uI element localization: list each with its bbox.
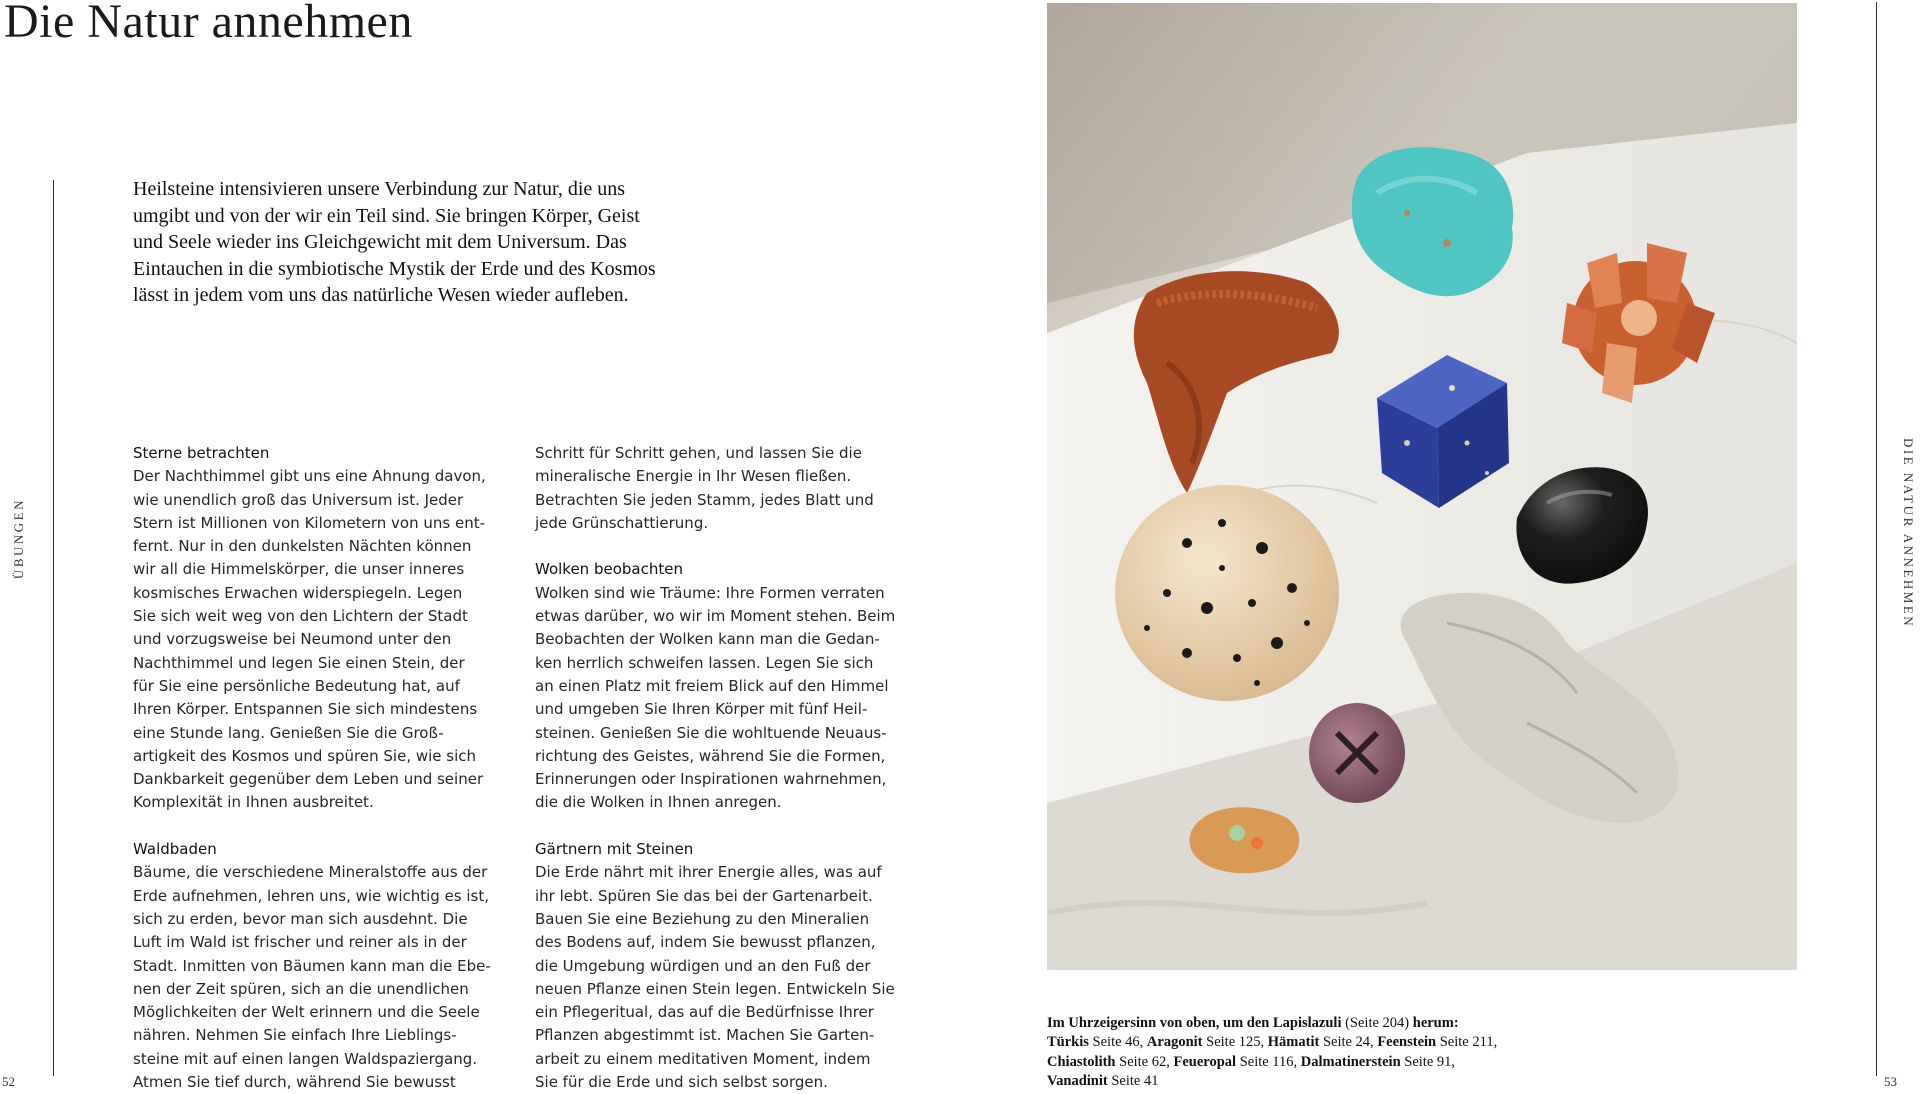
body-line: artigkeit des Kosmos und spüren Sie, wie sich — [133, 746, 477, 765]
stone-name: Türkis — [1047, 1034, 1089, 1051]
body-line: für Sie eine persönliche Bedeutung hat, auf — [133, 676, 460, 695]
body-line: Sie sich weit weg von den Lichtern der Stadt — [133, 607, 468, 626]
left-margin-rule — [53, 180, 54, 1076]
body-line: steinen. Genießen Sie die wohltuende Neuaus- — [535, 723, 887, 742]
intro-line: lässt in jedem vom uns das natürliche Wesen wieder aufleben. — [133, 284, 629, 306]
body-line: Sie für die Erde und sich selbst sorgen. — [535, 1073, 828, 1092]
body-line: Luft im Wald ist frischer und reiner als in der — [133, 933, 467, 952]
stone-name: Feenstein — [1377, 1034, 1437, 1051]
body-line: Der Nachthimmel gibt uns eine Ahnung davon, — [133, 467, 486, 486]
body-line: Komplexität in Ihnen ausbreitet. — [133, 793, 374, 812]
body-line: Stadt. Inmitten von Bäumen kann man die Ebe- — [133, 956, 491, 975]
section-side-label: ÜBUNGEN — [11, 498, 26, 580]
body-line: ein Pflegeritual, das auf die Bedürfnisse Ihrer — [535, 1003, 874, 1022]
body-line: Stern ist Millionen von Kilometern von uns ent- — [133, 513, 486, 532]
body-line: nähren. Nehmen Sie einfach Ihre Lieblings- — [133, 1026, 457, 1045]
stone-name: Dalmatinerstein — [1300, 1053, 1401, 1070]
stone-name: Chiastolith — [1047, 1053, 1116, 1070]
dalmatian-stone — [1115, 485, 1339, 701]
body-line: ken herrlich schweifen lassen. Legen Sie sich — [535, 653, 874, 672]
chapter-side-label: DIE NATUR ANNEHMEN — [1901, 438, 1916, 629]
stone-page: Seite 125, — [1206, 1034, 1265, 1051]
body-line: ihr lebt. Spüren Sie das bei der Gartenarbeit. — [535, 886, 873, 905]
body-line: etwas darüber, wo wir im Moment stehen. Beim — [535, 607, 896, 626]
body-line: Dankbarkeit gegenüber dem Leben und seiner — [133, 770, 484, 789]
body-line: und vorzugsweise bei Neumond unter den — [133, 630, 452, 649]
intro-line: und Seele wieder ins Gleichgewicht mit dem Universum. Das — [133, 231, 627, 253]
healing-stones-photo — [1047, 3, 1797, 970]
body-line: mineralische Energie in Ihr Wesen fließen. — [535, 467, 852, 486]
body-line: jede Grünschattierung. — [535, 513, 709, 532]
stone-name: Feueropal — [1173, 1053, 1237, 1070]
stone-page: Seite 91, — [1404, 1053, 1456, 1070]
body-line: arbeit zu einem meditativen Moment, indem — [535, 1049, 871, 1068]
body-line: kosmisches Erwachen widerspiegeln. Legen — [133, 583, 463, 602]
body-line: wie unendlich groß das Universum ist. Jeder — [133, 490, 464, 509]
body-line: Schritt für Schritt gehen, und lassen Sie die — [535, 444, 862, 462]
body-line: Erde aufnehmen, lehren uns, wie wichtig es ist, — [133, 886, 490, 905]
body-line: Pflanzen abgestimmt ist. Machen Sie Garten- — [535, 1026, 875, 1045]
intro-paragraph — [133, 176, 693, 309]
caption-intro-end: herum: — [1412, 1015, 1459, 1031]
heading-sterne-betrachten: Sterne betrachten — [133, 444, 270, 462]
body-line: steine mit auf einen langen Waldspaziergang. — [133, 1049, 478, 1068]
caption-intro-page: (Seite 204) — [1345, 1015, 1410, 1031]
heading-gaertnern-mit-steinen: Gärtnern mit Steinen — [535, 840, 694, 859]
intro-line: Heilsteine intensivieren unsere Verbindung zur Natur, die uns — [133, 178, 626, 200]
body-line: Bauen Sie eine Beziehung zu den Mineralien — [535, 909, 870, 928]
body-line: die die Wolken in Ihnen anregen. — [535, 793, 782, 812]
body-line: neuen Pflanze einen Stein legen. Entwickeln Sie — [535, 979, 895, 998]
body-line: nen der Zeit spüren, sich an die unendlichen — [133, 979, 469, 998]
fire-opal-stone — [1190, 807, 1300, 873]
body-line: wir all die Himmelskörper, die unser inneres — [133, 560, 465, 579]
heading-wolken-beobachten: Wolken beobachten — [535, 560, 683, 579]
body-line: Erinnerungen oder Inspirationen wahrnehmen, — [535, 770, 887, 789]
intro-line: Eintauchen in die symbiotische Mystik der Erde und des Kosmos — [133, 257, 656, 280]
body-line: Betrachten Sie jeden Stamm, jedes Blatt und — [535, 490, 874, 509]
body-line: Bäume, die verschiedene Mineralstoffe aus der — [133, 863, 488, 882]
photo-caption — [1047, 1014, 1607, 1091]
text-column-left — [133, 442, 513, 1094]
body-line: Möglichkeiten der Welt erinnern und die Seele — [133, 1003, 480, 1022]
body-line: fernt. Nur in den dunkelsten Nächten können — [133, 537, 472, 556]
body-line: richtung des Geistes, während Sie die Formen, — [535, 746, 886, 765]
stone-page: Seite 62, — [1119, 1053, 1170, 1070]
body-line: Ihren Körper. Entspannen Sie sich mindestens — [133, 700, 478, 719]
caption-intro: Im Uhrzeigersinn von oben, um den Lapislazuli — [1047, 1015, 1342, 1031]
chiastolite-stone — [1309, 703, 1405, 803]
body-line: Die Erde nährt mit ihrer Energie alles, was auf — [535, 863, 882, 882]
body-line: und umgeben Sie Ihren Körper mit fünf Heil- — [535, 700, 868, 719]
right-margin-rule — [1876, 2, 1877, 1076]
stone-page: Seite 211, — [1439, 1034, 1498, 1051]
body-line: Wolken sind wie Träume: Ihre Formen verraten — [535, 583, 885, 602]
stone-name: Hämatit — [1267, 1034, 1320, 1051]
page-title: Die Natur annehmen — [4, 0, 413, 48]
stone-page: Seite 46, — [1092, 1034, 1144, 1051]
text-column-right — [535, 442, 915, 1094]
body-line: Atmen Sie tief durch, während Sie bewusst — [133, 1073, 456, 1092]
body-line: sich zu erden, bevor man sich ausdehnt. Die — [133, 909, 468, 928]
stone-name: Aragonit — [1146, 1034, 1203, 1051]
intro-line: umgibt und von der wir ein Teil sind. Sie bringen Körper, Geist — [133, 204, 640, 227]
page-number-left: 52 — [2, 1074, 15, 1089]
heading-waldbaden: Waldbaden — [133, 840, 217, 859]
body-line: eine Stunde lang. Genießen Sie die Groß- — [133, 723, 444, 742]
body-line: an einen Platz mit freiem Blick auf den Himmel — [535, 676, 889, 695]
body-line: Nachthimmel und legen Sie einen Stein, der — [133, 653, 465, 672]
stone-page: Seite 116, — [1239, 1053, 1298, 1070]
stone-page: Seite 41 — [1111, 1072, 1159, 1089]
stone-page: Seite 24, — [1322, 1034, 1374, 1051]
body-line: Beobachten der Wolken kann man die Gedan- — [535, 630, 880, 649]
stone-name: Vanadinit — [1047, 1072, 1108, 1089]
body-line: des Bodens auf, indem Sie bewusst pflanzen, — [535, 933, 876, 952]
body-line: die Umgebung würdigen und an den Fuß der — [535, 956, 871, 975]
page-number-right: 53 — [1884, 1074, 1897, 1089]
